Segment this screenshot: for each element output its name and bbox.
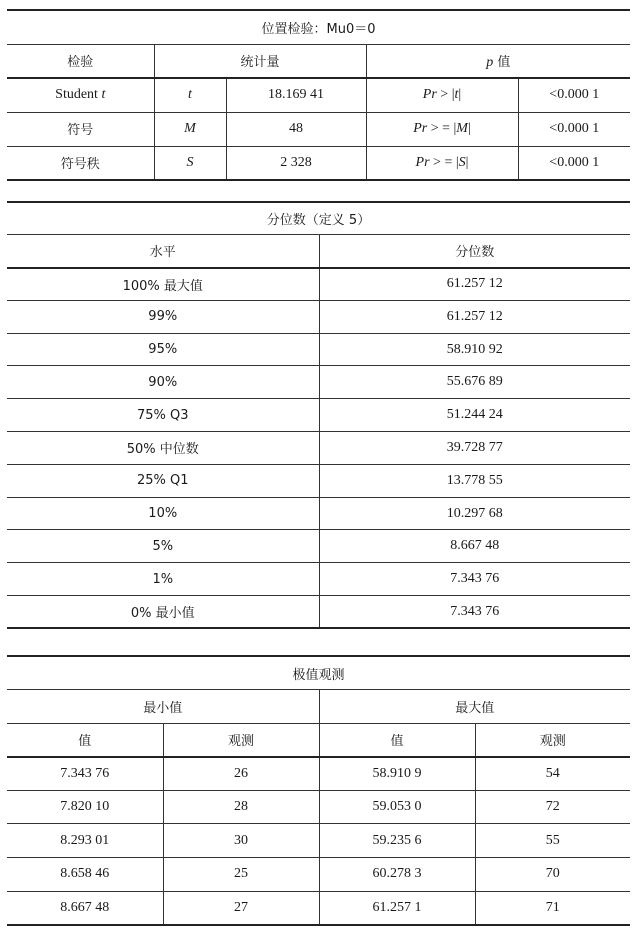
table-row bbox=[7, 399, 630, 432]
table-row bbox=[7, 300, 630, 333]
header-min-obs: 观测 bbox=[163, 723, 319, 757]
test-name-cell bbox=[7, 146, 154, 180]
header-p-italic: p bbox=[486, 54, 494, 70]
max-value: 61.257 1 bbox=[319, 891, 475, 925]
header-min-value: 值 bbox=[7, 723, 163, 757]
sub-header-row bbox=[7, 723, 630, 757]
test-name-cell bbox=[7, 78, 154, 112]
header-p-value bbox=[366, 44, 630, 78]
quantile-value: 7.343 76 bbox=[319, 596, 630, 629]
quantile-value: 10.297 68 bbox=[319, 497, 630, 530]
probability-label: Pr bbox=[422, 87, 437, 103]
statistic-symbol-cell bbox=[154, 112, 226, 146]
quantile-level: 99% bbox=[7, 300, 319, 333]
statistic-symbol: S bbox=[186, 154, 194, 170]
probability-close: | bbox=[467, 121, 471, 136]
max-value: 58.910 9 bbox=[319, 757, 475, 791]
probability-label: Pr bbox=[413, 121, 428, 136]
header-min-group: 最小值 bbox=[7, 690, 319, 724]
table-row bbox=[7, 596, 630, 629]
statistic-symbol: t bbox=[188, 87, 192, 103]
statistic-symbol-cell bbox=[154, 78, 226, 112]
quantile-level: 5% bbox=[7, 530, 319, 563]
location-test-table bbox=[7, 9, 630, 181]
max-value: 59.053 0 bbox=[319, 790, 475, 824]
group-header-row bbox=[7, 690, 630, 724]
probability-label: Pr bbox=[415, 154, 430, 170]
probability-close: | bbox=[465, 154, 469, 170]
header-max-value: 值 bbox=[319, 723, 475, 757]
quantile-level: 90% bbox=[7, 366, 319, 399]
statistic-value: 18.169 41 bbox=[226, 78, 366, 112]
table-row bbox=[7, 824, 630, 858]
min-observation: 27 bbox=[163, 891, 319, 925]
header-max-obs: 观测 bbox=[475, 723, 630, 757]
max-observation: 72 bbox=[475, 790, 630, 824]
header-row bbox=[7, 44, 630, 78]
quantile-title: 分位数（定义 5） bbox=[7, 202, 630, 235]
quantile-level: 50% 中位数 bbox=[7, 432, 319, 465]
table-row bbox=[7, 891, 630, 925]
p-value: <0.000 1 bbox=[518, 112, 630, 146]
quantile-level: 1% bbox=[7, 563, 319, 596]
quantile-value: 39.728 77 bbox=[319, 432, 630, 465]
test-name: 符号秩 bbox=[60, 156, 100, 172]
min-observation: 30 bbox=[163, 824, 319, 858]
quantile-level: 100% 最大值 bbox=[7, 268, 319, 301]
probability-variable: M bbox=[456, 121, 468, 136]
max-observation: 71 bbox=[475, 891, 630, 925]
quantile-value: 58.910 92 bbox=[319, 333, 630, 366]
location-test-title: 位置检验：Mu0＝0 bbox=[7, 10, 630, 44]
quantile-value: 51.244 24 bbox=[319, 399, 630, 432]
probability-variable: t bbox=[454, 87, 459, 103]
quantile-value: 55.676 89 bbox=[319, 366, 630, 399]
table-title-row bbox=[7, 202, 630, 235]
max-observation: 54 bbox=[475, 757, 630, 791]
probability-label-cell bbox=[366, 78, 518, 112]
table-row bbox=[7, 464, 630, 497]
min-value: 8.658 46 bbox=[7, 858, 163, 892]
extreme-observation-table bbox=[7, 655, 630, 926]
min-value: 8.667 48 bbox=[7, 891, 163, 925]
test-name: Student bbox=[55, 87, 98, 103]
quantile-value: 61.257 12 bbox=[319, 268, 630, 301]
min-observation: 28 bbox=[163, 790, 319, 824]
test-name: 符号 bbox=[67, 123, 94, 138]
header-max-group: 最大值 bbox=[319, 690, 630, 724]
header-p-suffix: 值 bbox=[493, 54, 511, 70]
probability-label-cell bbox=[366, 112, 518, 146]
test-name-cell bbox=[7, 112, 154, 146]
statistic-value: 2 328 bbox=[226, 146, 366, 180]
quantile-level: 75% Q3 bbox=[7, 399, 319, 432]
max-observation: 70 bbox=[475, 858, 630, 892]
header-level: 水平 bbox=[7, 235, 319, 268]
quantile-level: 0% 最小值 bbox=[7, 596, 319, 629]
header-statistic: 统计量 bbox=[154, 44, 366, 78]
table-row bbox=[7, 268, 630, 301]
quantile-value: 13.778 55 bbox=[319, 464, 630, 497]
statistic-symbol: M bbox=[184, 121, 196, 136]
quantile-value: 8.667 48 bbox=[319, 530, 630, 563]
min-value: 7.343 76 bbox=[7, 757, 163, 791]
min-value: 7.820 10 bbox=[7, 790, 163, 824]
extremes-title: 极值观测 bbox=[7, 656, 630, 690]
min-value: 8.293 01 bbox=[7, 824, 163, 858]
min-observation: 25 bbox=[163, 858, 319, 892]
quantile-value: 61.257 12 bbox=[319, 300, 630, 333]
table-row bbox=[7, 366, 630, 399]
table-row bbox=[7, 858, 630, 892]
min-observation: 26 bbox=[163, 757, 319, 791]
table-row bbox=[7, 530, 630, 563]
quantile-level: 25% Q1 bbox=[7, 464, 319, 497]
max-observation: 55 bbox=[475, 824, 630, 858]
header-test: 检验 bbox=[7, 44, 154, 78]
probability-variable: S bbox=[458, 154, 466, 170]
probability-close: | bbox=[458, 87, 462, 103]
header-quantile: 分位数 bbox=[319, 235, 630, 268]
quantile-value: 7.343 76 bbox=[319, 563, 630, 596]
statistic-symbol-cell bbox=[154, 146, 226, 180]
max-value: 59.235 6 bbox=[319, 824, 475, 858]
quantile-level: 95% bbox=[7, 333, 319, 366]
max-value: 60.278 3 bbox=[319, 858, 475, 892]
quantile-table bbox=[7, 201, 630, 629]
probability-label-cell bbox=[366, 146, 518, 180]
table-row bbox=[7, 333, 630, 366]
table-row bbox=[7, 112, 630, 146]
table-row bbox=[7, 432, 630, 465]
statistic-value: 48 bbox=[226, 112, 366, 146]
p-value: <0.000 1 bbox=[518, 146, 630, 180]
test-name-suffix: t bbox=[101, 87, 106, 103]
table-title-row bbox=[7, 10, 630, 44]
table-title-row bbox=[7, 656, 630, 690]
probability-operator: > | bbox=[436, 87, 455, 103]
p-value: <0.000 1 bbox=[518, 78, 630, 112]
quantile-level: 10% bbox=[7, 497, 319, 530]
table-row bbox=[7, 146, 630, 180]
table-row bbox=[7, 757, 630, 791]
header-row bbox=[7, 235, 630, 268]
table-row bbox=[7, 563, 630, 596]
table-row bbox=[7, 790, 630, 824]
probability-operator: > = | bbox=[429, 154, 459, 170]
table-row bbox=[7, 497, 630, 530]
table-row bbox=[7, 78, 630, 112]
probability-operator: > = | bbox=[427, 121, 457, 136]
